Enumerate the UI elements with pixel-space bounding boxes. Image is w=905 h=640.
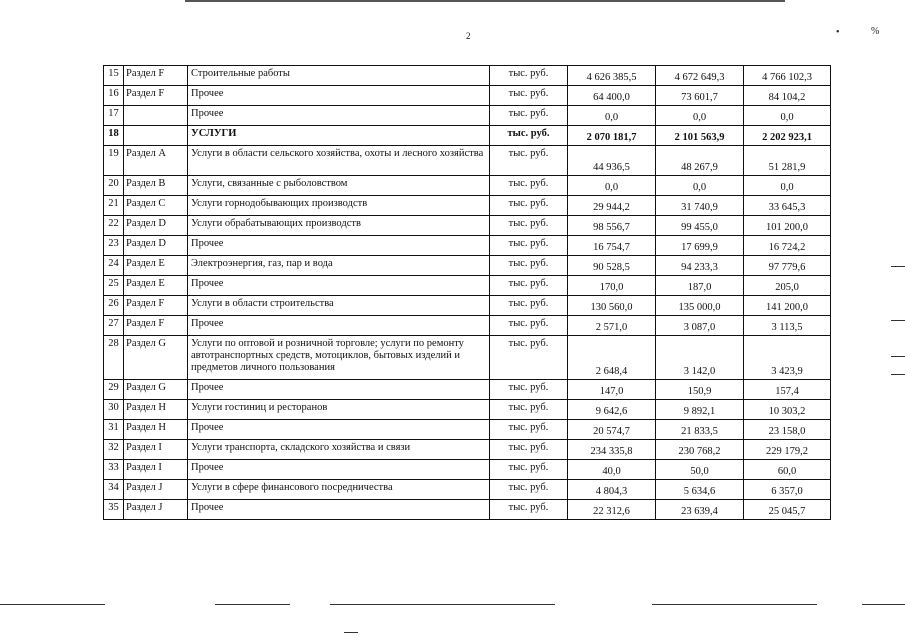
value-col-1: 4 626 385,5 xyxy=(568,66,656,86)
unit-cell: тыс. руб. xyxy=(490,296,568,316)
value-col-2: 0,0 xyxy=(656,176,744,196)
table-row xyxy=(104,106,831,126)
table-row xyxy=(104,500,831,520)
section-cell: Раздел G xyxy=(124,336,188,380)
row-number: 15 xyxy=(104,66,124,86)
unit-cell: тыс. руб. xyxy=(490,196,568,216)
section-cell: Раздел F xyxy=(124,296,188,316)
table-row xyxy=(104,66,831,86)
scan-line-bottom xyxy=(0,604,105,605)
value-col-3: 23 158,0 xyxy=(744,420,831,440)
row-number: 32 xyxy=(104,440,124,460)
table-row xyxy=(104,216,831,236)
value-col-2: 187,0 xyxy=(656,276,744,296)
unit-cell: тыс. руб. xyxy=(490,86,568,106)
value-col-3: 16 724,2 xyxy=(744,236,831,256)
item-name: Услуги гостиниц и ресторанов xyxy=(188,400,490,420)
scan-line-bottom xyxy=(215,604,290,605)
scan-mark: • xyxy=(836,27,840,38)
value-col-2: 73 601,7 xyxy=(656,86,744,106)
row-number: 16 xyxy=(104,86,124,106)
unit-cell: тыс. руб. xyxy=(490,316,568,336)
data-table xyxy=(103,65,831,520)
scan-line-bottom xyxy=(862,604,905,605)
item-name: Электроэнергия, газ, пар и вода xyxy=(188,256,490,276)
unit-cell: тыс. руб. xyxy=(490,106,568,126)
value-col-1: 170,0 xyxy=(568,276,656,296)
row-number: 35 xyxy=(104,500,124,520)
item-name: Прочее xyxy=(188,460,490,480)
item-name: Услуги в области сельского хозяйства, охоты и лесного хозяйства xyxy=(188,146,490,176)
scan-line-top xyxy=(185,0,785,2)
value-col-3: 60,0 xyxy=(744,460,831,480)
unit-cell: тыс. руб. xyxy=(490,460,568,480)
value-col-3: 229 179,2 xyxy=(744,440,831,460)
value-col-2: 150,9 xyxy=(656,380,744,400)
row-number: 25 xyxy=(104,276,124,296)
section-cell: Раздел F xyxy=(124,66,188,86)
item-name: Услуги горнодобывающих производств xyxy=(188,196,490,216)
value-col-1: 9 642,6 xyxy=(568,400,656,420)
row-number: 22 xyxy=(104,216,124,236)
value-col-2: 99 455,0 xyxy=(656,216,744,236)
section-cell: Раздел А xyxy=(124,146,188,176)
section-cell: Раздел J xyxy=(124,500,188,520)
item-name: Прочее xyxy=(188,106,490,126)
row-number: 34 xyxy=(104,480,124,500)
row-number: 29 xyxy=(104,380,124,400)
unit-cell: тыс. руб. xyxy=(490,400,568,420)
item-name: Прочее xyxy=(188,380,490,400)
unit-cell: тыс. руб. xyxy=(490,126,568,146)
row-number: 24 xyxy=(104,256,124,276)
item-name: Прочее xyxy=(188,276,490,296)
row-number: 28 xyxy=(104,336,124,380)
value-col-2: 3 087,0 xyxy=(656,316,744,336)
item-name: Услуги по оптовой и розничной торговле; услуги по ремонту автотранспортных средств, мотоциклов, бытовых изделий и предметов личного пользования xyxy=(188,336,490,380)
value-col-2: 0,0 xyxy=(656,106,744,126)
value-col-1: 16 754,7 xyxy=(568,236,656,256)
row-number: 19 xyxy=(104,146,124,176)
scan-dash xyxy=(891,320,905,321)
value-col-1: 2 648,4 xyxy=(568,336,656,380)
table-row xyxy=(104,480,831,500)
value-col-1: 234 335,8 xyxy=(568,440,656,460)
value-col-3: 0,0 xyxy=(744,106,831,126)
value-col-1: 64 400,0 xyxy=(568,86,656,106)
unit-cell: тыс. руб. xyxy=(490,146,568,176)
value-col-3: 205,0 xyxy=(744,276,831,296)
table-row xyxy=(104,336,831,380)
row-number: 18 xyxy=(104,126,124,146)
value-col-1: 0,0 xyxy=(568,176,656,196)
row-number: 17 xyxy=(104,106,124,126)
scan-dash xyxy=(891,356,905,357)
value-col-1: 40,0 xyxy=(568,460,656,480)
value-col-1: 2 070 181,7 xyxy=(568,126,656,146)
scan-dash xyxy=(344,632,358,633)
item-name: УСЛУГИ xyxy=(188,126,490,146)
value-col-2: 23 639,4 xyxy=(656,500,744,520)
section-cell: Раздел F xyxy=(124,86,188,106)
scan-line-bottom xyxy=(652,604,817,605)
table-row xyxy=(104,460,831,480)
row-number: 30 xyxy=(104,400,124,420)
section-cell: Раздел F xyxy=(124,316,188,336)
value-col-1: 147,0 xyxy=(568,380,656,400)
scan-line-bottom xyxy=(330,604,555,605)
row-number: 20 xyxy=(104,176,124,196)
section-cell xyxy=(124,126,188,146)
value-col-1: 130 560,0 xyxy=(568,296,656,316)
unit-cell: тыс. руб. xyxy=(490,420,568,440)
value-col-1: 44 936,5 xyxy=(568,146,656,176)
table-row xyxy=(104,126,831,146)
value-col-3: 6 357,0 xyxy=(744,480,831,500)
unit-cell: тыс. руб. xyxy=(490,500,568,520)
item-name: Прочее xyxy=(188,316,490,336)
unit-cell: тыс. руб. xyxy=(490,236,568,256)
value-col-2: 50,0 xyxy=(656,460,744,480)
page-number: 2 xyxy=(466,31,471,41)
section-cell: Раздел Е xyxy=(124,276,188,296)
value-col-2: 48 267,9 xyxy=(656,146,744,176)
section-cell: Раздел Н xyxy=(124,420,188,440)
value-col-1: 0,0 xyxy=(568,106,656,126)
value-col-3: 157,4 xyxy=(744,380,831,400)
table-row xyxy=(104,196,831,216)
scan-dash xyxy=(891,266,905,267)
value-col-3: 141 200,0 xyxy=(744,296,831,316)
row-number: 23 xyxy=(104,236,124,256)
table-row xyxy=(104,420,831,440)
value-col-3: 84 104,2 xyxy=(744,86,831,106)
row-number: 31 xyxy=(104,420,124,440)
section-cell: Раздел I xyxy=(124,460,188,480)
item-name: Строительные работы xyxy=(188,66,490,86)
section-cell: Раздел В xyxy=(124,176,188,196)
item-name: Услуги в области строительства xyxy=(188,296,490,316)
row-number: 33 xyxy=(104,460,124,480)
item-name: Услуги, связанные с рыболовством xyxy=(188,176,490,196)
section-cell: Раздел D xyxy=(124,236,188,256)
unit-cell: тыс. руб. xyxy=(490,480,568,500)
value-col-2: 230 768,2 xyxy=(656,440,744,460)
scan-mark: % xyxy=(871,26,880,37)
value-col-1: 98 556,7 xyxy=(568,216,656,236)
value-col-2: 135 000,0 xyxy=(656,296,744,316)
value-col-2: 9 892,1 xyxy=(656,400,744,420)
section-cell: Раздел D xyxy=(124,216,188,236)
unit-cell: тыс. руб. xyxy=(490,380,568,400)
table-row xyxy=(104,86,831,106)
value-col-1: 20 574,7 xyxy=(568,420,656,440)
value-col-1: 2 571,0 xyxy=(568,316,656,336)
value-col-3: 51 281,9 xyxy=(744,146,831,176)
value-col-1: 22 312,6 xyxy=(568,500,656,520)
value-col-2: 31 740,9 xyxy=(656,196,744,216)
value-col-3: 101 200,0 xyxy=(744,216,831,236)
section-cell: Раздел С xyxy=(124,196,188,216)
value-col-2: 94 233,3 xyxy=(656,256,744,276)
value-col-3: 10 303,2 xyxy=(744,400,831,420)
value-col-3: 3 113,5 xyxy=(744,316,831,336)
table-row xyxy=(104,256,831,276)
section-cell: Раздел I xyxy=(124,440,188,460)
value-col-1: 29 944,2 xyxy=(568,196,656,216)
scan-dash xyxy=(891,374,905,375)
row-number: 26 xyxy=(104,296,124,316)
item-name: Прочее xyxy=(188,500,490,520)
unit-cell: тыс. руб. xyxy=(490,276,568,296)
table-row xyxy=(104,296,831,316)
section-cell: Раздел Е xyxy=(124,256,188,276)
unit-cell: тыс. руб. xyxy=(490,216,568,236)
table-row xyxy=(104,276,831,296)
item-name: Услуги транспорта, складского хозяйства и связи xyxy=(188,440,490,460)
row-number: 21 xyxy=(104,196,124,216)
section-cell xyxy=(124,106,188,126)
value-col-1: 4 804,3 xyxy=(568,480,656,500)
table-row xyxy=(104,380,831,400)
value-col-2: 4 672 649,3 xyxy=(656,66,744,86)
item-name: Услуги обрабатывающих производств xyxy=(188,216,490,236)
value-col-3: 3 423,9 xyxy=(744,336,831,380)
value-col-3: 0,0 xyxy=(744,176,831,196)
section-cell: Раздел G xyxy=(124,380,188,400)
value-col-3: 33 645,3 xyxy=(744,196,831,216)
row-number: 27 xyxy=(104,316,124,336)
table-row xyxy=(104,176,831,196)
value-col-3: 97 779,6 xyxy=(744,256,831,276)
unit-cell: тыс. руб. xyxy=(490,66,568,86)
value-col-3: 25 045,7 xyxy=(744,500,831,520)
value-col-2: 3 142,0 xyxy=(656,336,744,380)
table-row xyxy=(104,236,831,256)
item-name: Прочее xyxy=(188,236,490,256)
value-col-2: 21 833,5 xyxy=(656,420,744,440)
section-cell: Раздел J xyxy=(124,480,188,500)
value-col-3: 4 766 102,3 xyxy=(744,66,831,86)
item-name: Услуги в сфере финансового посредничества xyxy=(188,480,490,500)
unit-cell: тыс. руб. xyxy=(490,256,568,276)
section-cell: Раздел Н xyxy=(124,400,188,420)
value-col-3: 2 202 923,1 xyxy=(744,126,831,146)
table-row xyxy=(104,316,831,336)
table-row xyxy=(104,400,831,420)
item-name: Прочее xyxy=(188,420,490,440)
unit-cell: тыс. руб. xyxy=(490,440,568,460)
value-col-1: 90 528,5 xyxy=(568,256,656,276)
table-row xyxy=(104,146,831,176)
item-name: Прочее xyxy=(188,86,490,106)
value-col-2: 2 101 563,9 xyxy=(656,126,744,146)
table-row xyxy=(104,440,831,460)
value-col-2: 5 634,6 xyxy=(656,480,744,500)
value-col-2: 17 699,9 xyxy=(656,236,744,256)
unit-cell: тыс. руб. xyxy=(490,336,568,380)
unit-cell: тыс. руб. xyxy=(490,176,568,196)
